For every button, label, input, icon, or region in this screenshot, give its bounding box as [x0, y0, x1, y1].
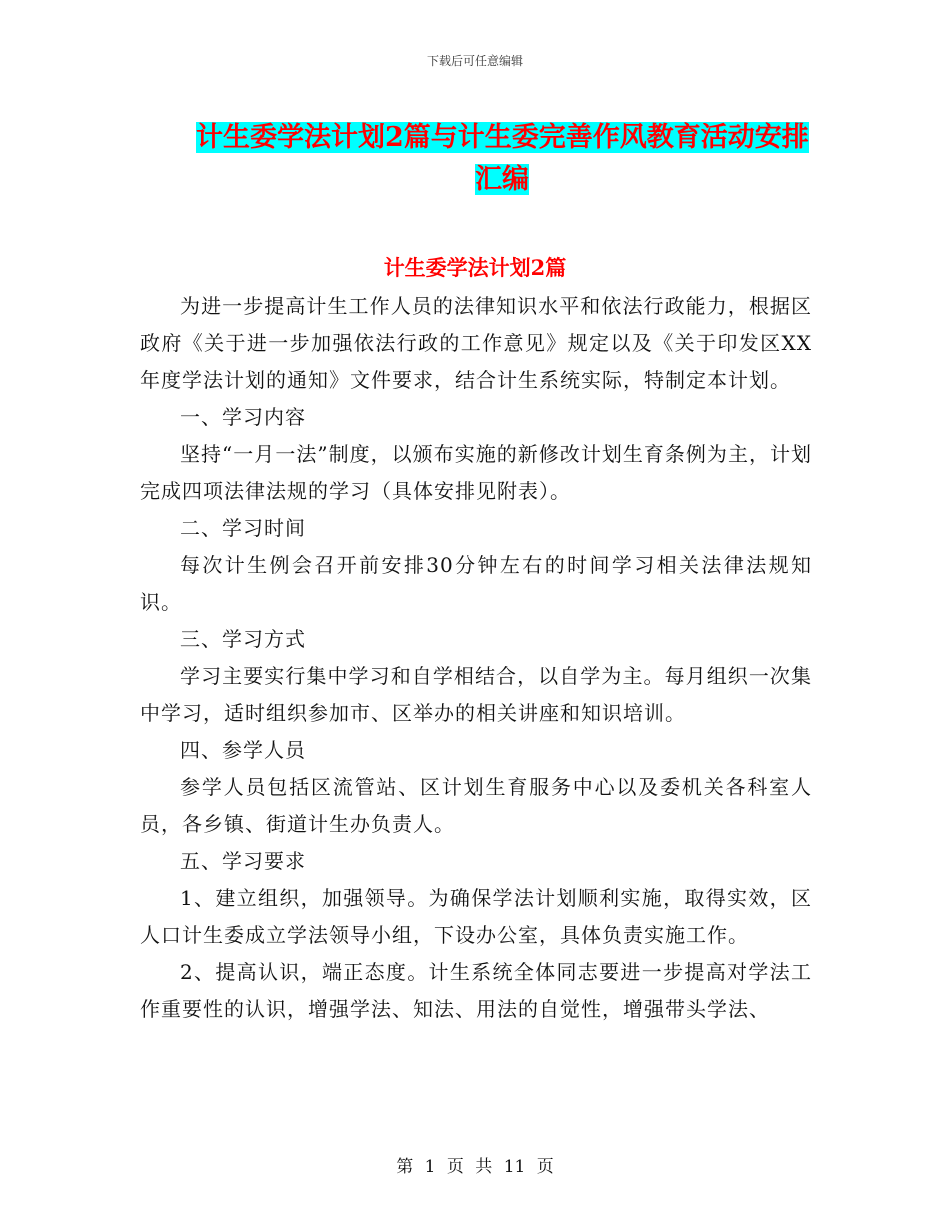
page-footer: 第 1 页 共 11 页 — [396, 1157, 554, 1177]
section-subtitle: 计生委学法计划2篇 — [383, 255, 567, 280]
paragraph-requirement-2: 2、提高认识，端正态度。计生系统全体同志要进一步提高对学法工作重要性的认识，增强学法、知法、用法的自觉性，增强带头学法、 — [140, 960, 812, 1021]
heading-study-method: 三、学习方式 — [180, 627, 306, 651]
paragraph-study-method: 学习主要实行集中学习和自学相结合，以自学为主。每月组织一次集中学习，适时组织参加市、区举办的相关讲座和知识培训。 — [140, 664, 812, 725]
heading-participants: 四、参学人员 — [180, 738, 306, 762]
title-highlight-2: 汇编 — [475, 164, 529, 195]
heading-requirements: 五、学习要求 — [180, 849, 306, 873]
paragraph-requirement-1: 1、建立组织，加强领导。为确保学法计划顺利实施，取得实效，区人口计生委成立学法领导小组，下设办公室，具体负责实施工作。 — [140, 886, 812, 947]
paragraph-study-time: 每次计生例会召开前安排30分钟左右的时间学习相关法律法规知识。 — [140, 553, 812, 614]
header-note: 下载后可任意编辑 — [426, 54, 523, 68]
body-text — [140, 288, 812, 1028]
title-highlight-1: 计生委学法计划2篇与计生委完善作风教育活动安排 — [196, 122, 809, 153]
paragraph-study-content: 坚持“一月一法”制度，以颁布实施的新修改计划生育条例为主，计划完成四项法律法规的学习（具体安排见附表）。 — [140, 442, 812, 503]
paragraph-intro: 为进一步提高计生工作人员的法律知识水平和依法行政能力，根据区政府《关于进一步加强依法行政的工作意见》规定以及《关于印发区XX年度学法计划的通知》文件要求，结合计生系统实际，特制定本计划。 — [140, 294, 812, 392]
document-title-line-2 — [475, 157, 529, 196]
paragraph-participants: 参学人员包括区流管站、区计划生育服务中心以及委机关各科室人员，各乡镇、街道计生办负责人。 — [140, 775, 812, 836]
heading-study-time: 二、学习时间 — [180, 516, 306, 540]
document-title-line-1 — [196, 115, 809, 154]
heading-study-content: 一、学习内容 — [180, 405, 306, 429]
